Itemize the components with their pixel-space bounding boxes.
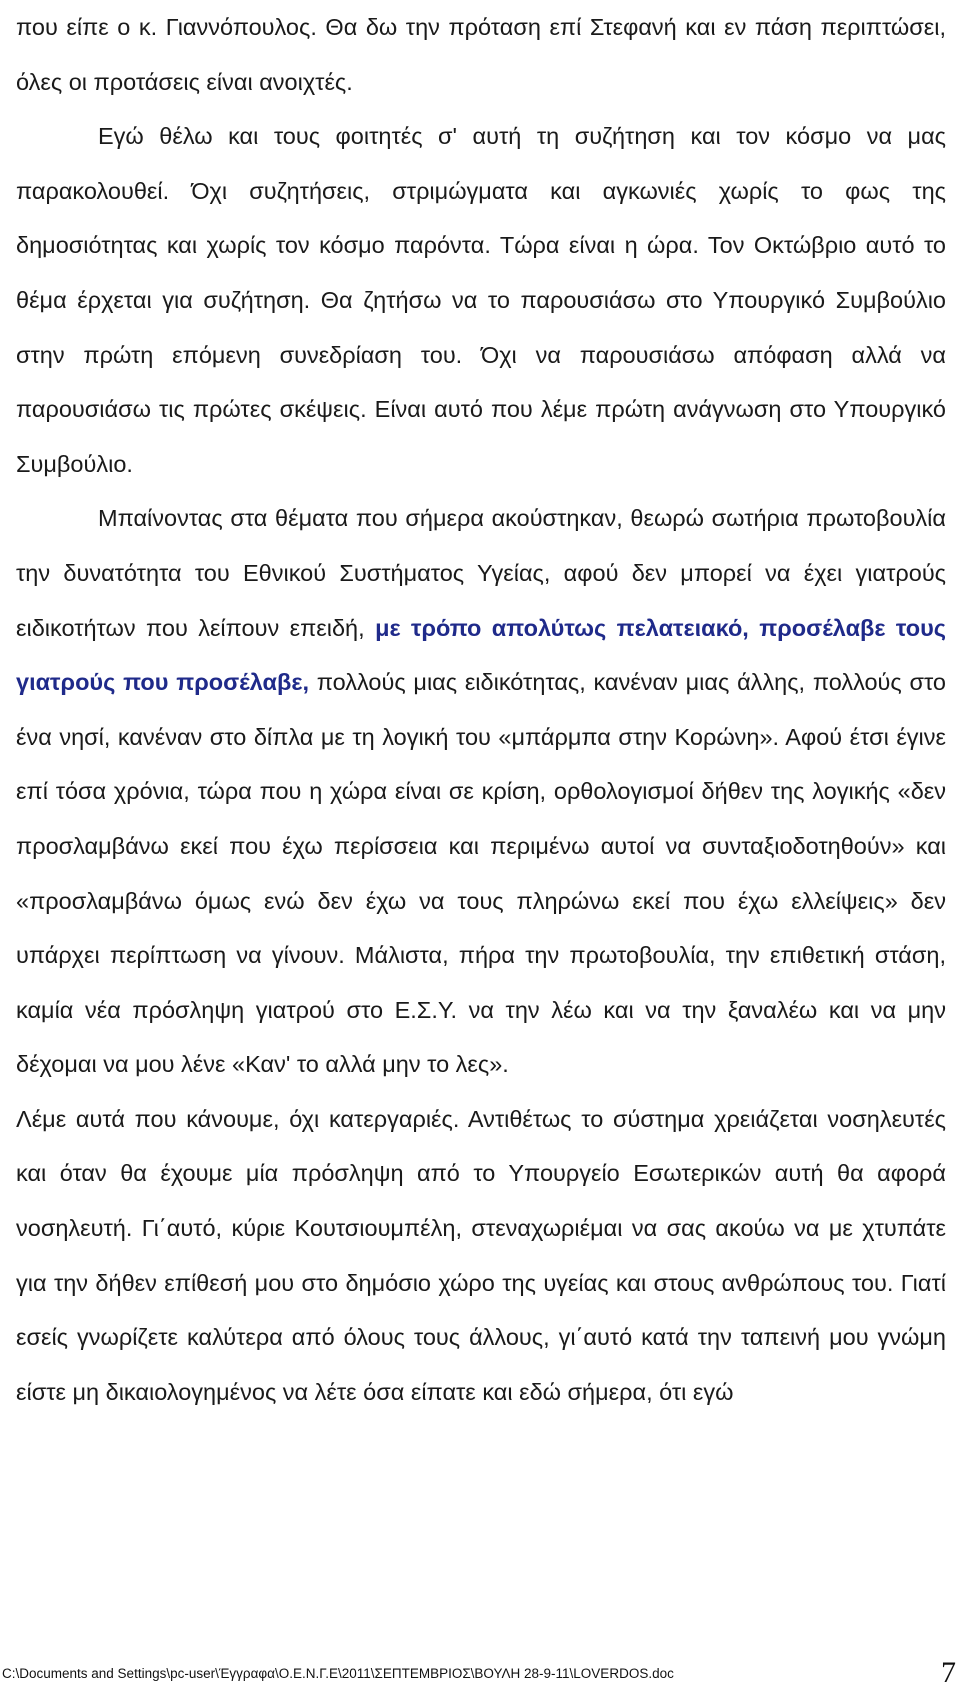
paragraph-4: Λέμε αυτά που κάνουμε, όχι κατεργαριές. Αντιθέτως το σύστημα χρειάζεται νοσηλευτές και όταν θα έχουμε μία πρόσληψη από το Υπουργείο Εσωτερικών αυτή θα αφορά νοσηλευτή. Γι΄αυτό, κύριε Κουτσιουμπέλη, στεναχωριέμαι να σας ακούω να με χτυπάτε για την δήθεν επίθεσή μου στο δημόσιο χώρο της υγείας και στους ανθρώπους του. Γιατί εσείς γνωρίζετε καλύτερα από όλους τους άλλους, γι΄αυτό κατά την ταπεινή μου γνώμη είστε μη δικαιολογημένος να λέτε όσα είπατε και εδώ σήμερα, ότι εγώ [16, 1105, 946, 1405]
paragraph-3-lead: Μπαίνοντας στα θέματα που σήμερα ακούστηκαν, θεωρώ σωτήρια πρωτοβουλία την δυνατότητα του Εθνικού Συστήματος Υγείας, αφού δεν μπορεί να έχει γιατρούς ειδικοτήτων που λείπουν επειδή, [16, 505, 946, 641]
paragraph-1: που είπε ο κ. Γιαννόπουλος. Θα δω την πρόταση επί Στεφανή και εν πάση περιπτώσει, όλες οι προτάσεις είναι ανοιχτές. [16, 14, 946, 95]
footer-file-path: C:\Documents and Settings\pc-user\Έγγραφα\Ο.Ε.Ν.Γ.Ε\2011\ΣΕΠΤΕΜΒΡΙΟΣ\ΒΟΥΛΗ 28-9-11\LOVERDOS.doc [2, 1666, 674, 1681]
page-number: 7 [941, 1656, 956, 1689]
paragraph-3 [16, 491, 946, 1092]
emphasized-phrase: με τρόπο απολύτως πελατειακό, προσέλαβε τους γιατρούς που προσέλαβε, [16, 614, 947, 696]
paragraph-3-tail: πολλούς μιας ειδικότητας, κανέναν μιας άλλης, πολλούς στο ένα νησί, κανέναν στο δίπλα με τη λογική του «μπάρμπα στην Κορώνη». Αφού έτσι έγινε επί τόσα χρόνια, τώρα που η χώρα είναι σε κρίση, ορθολογισμοί δήθεν της λογικής «δεν προσλαμβάνω εκεί που έχω περίσσεια και περιμένω αυτοί να συνταξιοδοτηθούν» και «προσλαμβάνω όμως ενώ δεν έχω να τους πληρώνω εκεί που έχω ελλείψεις» δεν υπάρχει περίπτωση να γίνουν. Μάλιστα, πήρα την πρωτοβουλία, την επιθετική στάση, καμία νέα πρόσληψη γιατρού στο Ε.Σ.Υ. να την λέω και να την ξαναλέω και να μην δέχομαι να μου λένε «Καν' το αλλά μην το λες». [16, 669, 946, 1078]
document-body [16, 0, 946, 1419]
paragraph-2: Εγώ θέλω και τους φοιτητές σ' αυτή τη συζήτηση και τον κόσμο να μας παρακολουθεί. Όχι συζητήσεις, στριμώγματα και αγκωνιές χωρίς το φως της δημοσιότητας και χωρίς τον κόσμο παρόντα. Τώρα είναι η ώρα. Τον Οκτώβριο αυτό το θέμα έρχεται για συζήτηση. Θα ζητήσω να το παρουσιάσω στο Υπουργικό Συμβούλιο στην πρώτη επόμενη συνεδρίαση του. Όχι να παρουσιάσω απόφαση αλλά να παρουσιάσω τις πρώτες σκέψεις. Είναι αυτό που λέμε πρώτη ανάγνωση στο Υπουργικό Συμβούλιο. [16, 123, 946, 477]
